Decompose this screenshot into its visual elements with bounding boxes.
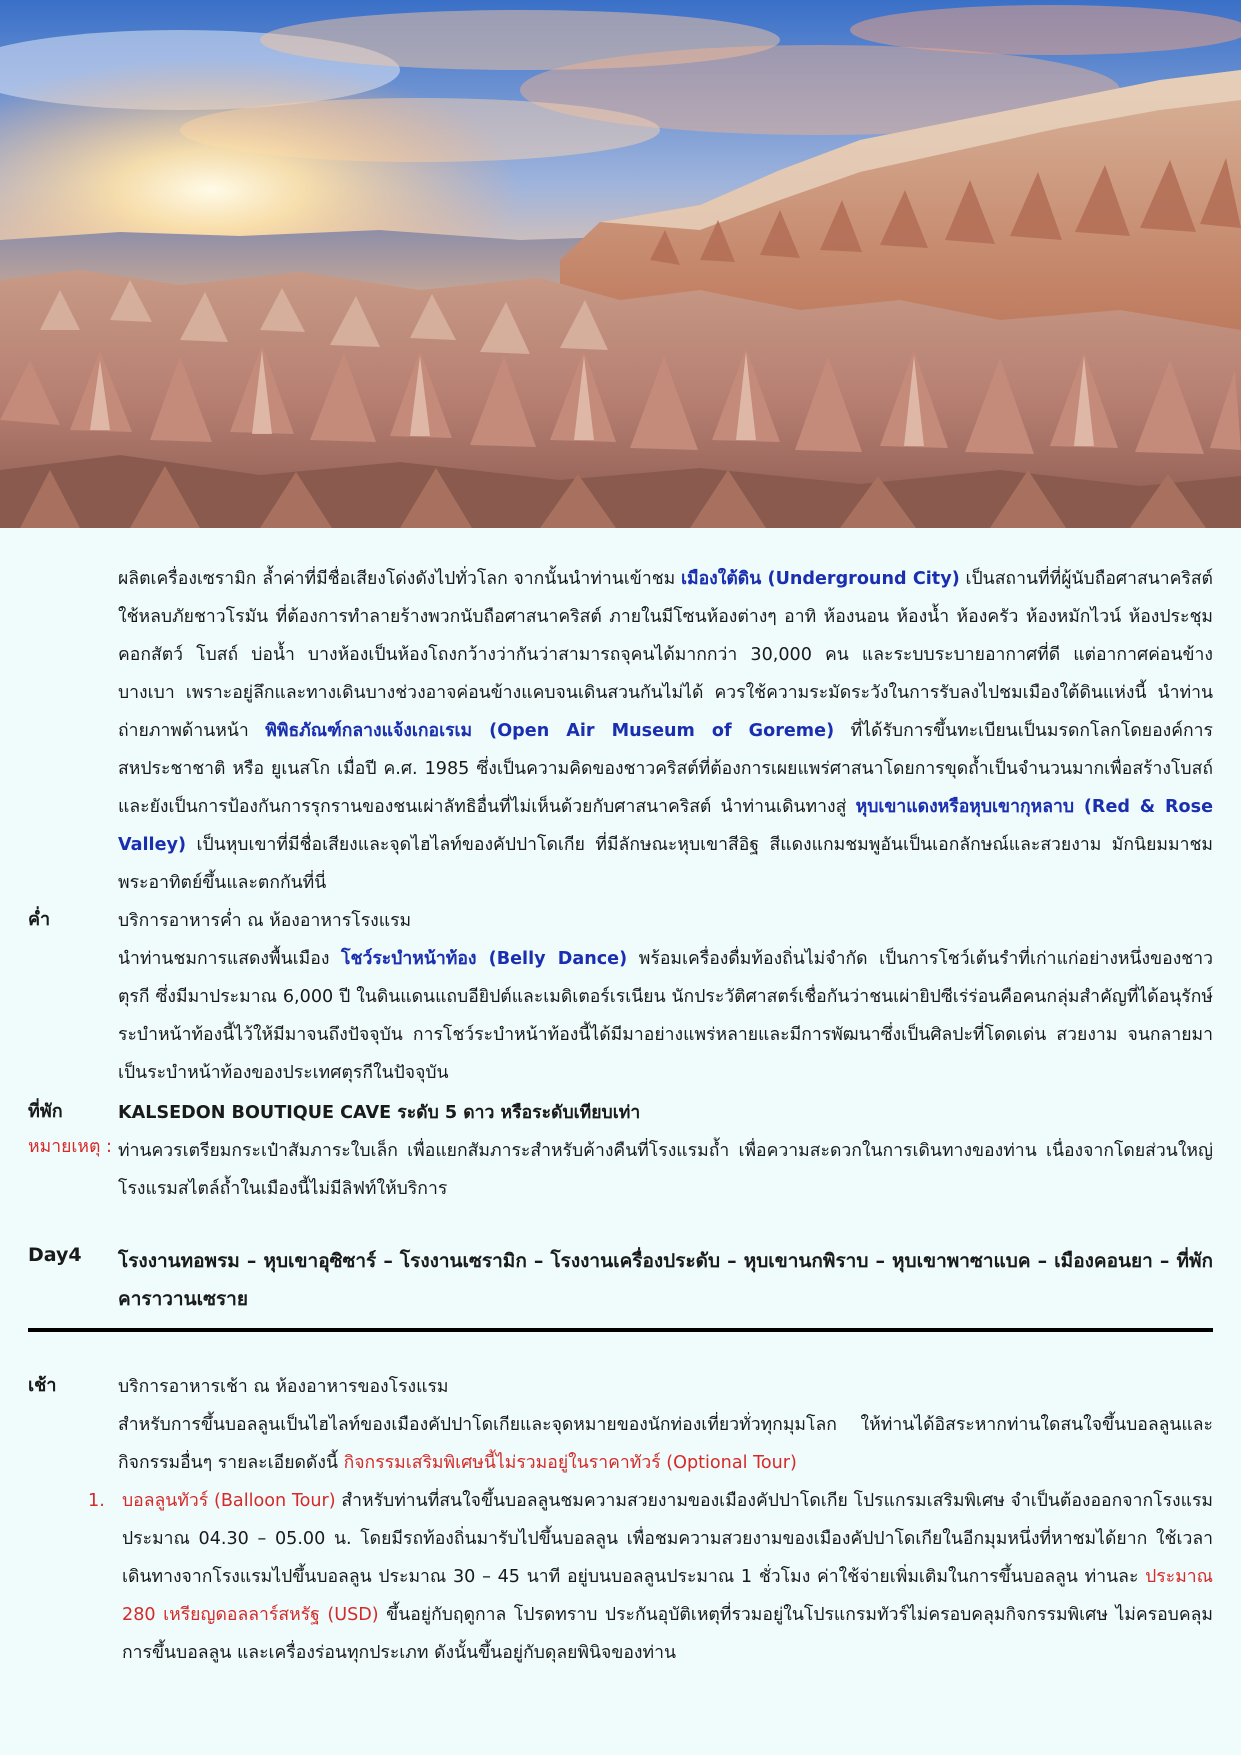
- day4-label: Day4: [28, 1244, 82, 1266]
- note-label: หมายเหตุ :: [28, 1137, 112, 1157]
- day3-continued-paragraph: [0, 560, 1241, 902]
- dinner-text: [118, 902, 1213, 1092]
- day3-description: [118, 560, 1213, 902]
- text-segment: นำท่านชมการแสดงพื้นเมือง: [118, 949, 342, 969]
- text-segment: ที่ได้รับการขึ้นทะเบียนเป็นมรดกโลกโดยองค์การสหประชาชาติ หรือ ยูเนสโก เมื่อปี ค.ศ. 1985 ซึ่งเป็นความคิดของชาวคริสต์ที่ต้องการเผยแพร่ศาสนาโดยการขุดถ้ำเป็นจำนวนมากเพื่อสร้างโบสถ์ และยังเป็นการป้องกันการรุกรานของชนเผ่าลัทธิอื่นที่ไม่เห็นด้วยกับศาสนาคริสต์ นำท่านเดินทางสู่: [118, 721, 1214, 817]
- text-segment: สำหรับท่านที่สนใจขึ้นบอลลูนชมความสวยงามของเมืองคัปปาโดเกีย โปรแกรมเสริมพิเศษ จำเป็นต้องออกจากโรงแรมประมาณ 04.30 – 05.00 น. โดยมีรถท้องถิ่นมารับไปขึ้นบอลลูน เพื่อชมความสวยงามของเมืองคัปปาโดเกียในอีกมุมหนึ่งที่หาชมได้ยาก ใช้เวลาเดินทางจากโรงแรมไปขึ้นบอลลูน ประมาณ 30 – 45 นาที อยู่บนบอลลูนประมาณ 1 ชั่วโมง ค่าใช้จ่ายเพิ่มเติมในการขึ้นบอลลูน ท่านละ: [122, 1491, 1213, 1587]
- dinner-service-line: บริการอาหารค่ำ ณ ห้องอาหารโรงแรม: [118, 911, 412, 931]
- text-segment: ขึ้นอยู่กับฤดูกาล โปรดทราบ ประกันอุบัติเหตุที่รวมอยู่ในโปรแกรมทัวร์ไม่ครอบคลุมกิจกรรมพิเศษ ไม่ครอบคลุมการขึ้นบอลลูน และเครื่องร่อนทุกประเภท ดังนั้นขึ้นอยู่กับดุลยพินิจของท่าน: [122, 1605, 1213, 1663]
- balloon-intro: [118, 1406, 1213, 1482]
- belly-dance-paragraph: [118, 940, 1213, 1092]
- itinerary-content: [0, 560, 1241, 1672]
- goreme-museum-highlight: พิพิธภัณฑ์กลางแจ้งเกอเรเม (Open Air Museum of Goreme): [265, 721, 835, 741]
- hotel-label: ที่พัก: [28, 1101, 63, 1122]
- cappadocia-landscape-image: [0, 0, 1241, 528]
- section-divider: [28, 1328, 1213, 1332]
- hero-photo: [0, 0, 1241, 528]
- list-number: 1.: [88, 1491, 105, 1511]
- belly-dance-highlight: โชว์ระบำหน้าท้อง (Belly Dance): [341, 949, 628, 969]
- dinner-section: [0, 902, 1241, 1092]
- breakfast-service-line: บริการอาหารเช้า ณ ห้องอาหารของโรงแรม: [118, 1377, 449, 1397]
- list-item: [88, 1482, 1213, 1672]
- hotel-name: KALSEDON BOUTIQUE CAVE ระดับ 5 ดาว หรือระดับเทียบเท่า: [118, 1103, 641, 1123]
- underground-city-highlight: เมืองใต้ดิน (Underground City): [681, 569, 960, 589]
- breakfast-section: [0, 1368, 1241, 1482]
- day4-title: โรงงานทอพรม – หุบเขาอุซิซาร์ – โรงงานเซรามิก – โรงงานเครื่องประดับ – หุบเขานกพิราบ – หุบเขาพาซาแบค – เมืองคอนยา – ที่พักคาราวานเซราย: [118, 1250, 1213, 1310]
- day4-header: [0, 1242, 1241, 1318]
- note-text: ท่านควรเตรียมกระเป๋าสัมภาระใบเล็ก เพื่อแยกสัมภาระสำหรับค้างคืนที่โรงแรมถ้ำ เพื่อความสะดวกในการเดินทางของท่าน เนื่องจากโดยส่วนใหญ่โรงแรมสไตล์ถ้ำในเมืองนี้ไม่มีลิฟท์ให้บริการ: [118, 1141, 1213, 1199]
- text-segment: สำหรับการขึ้นบอลลูนเป็นไฮไลท์ของเมืองคัปปาโดเกียและจุดหมายของนักท่องเที่ยวทั่วทุกมุมโลก ให้ท่านได้อิสระหากท่านใดสนใจขึ้นบอลลูนและกิจกรรมอื่นๆ รายละเอียดดังนี้: [118, 1415, 1213, 1473]
- dinner-label: ค่ำ: [28, 909, 51, 930]
- optional-tour-note: กิจกรรมเสริมพิเศษนี้ไม่รวมอยู่ในราคาทัวร์ (Optional Tour): [343, 1453, 797, 1473]
- text-segment: พร้อมเครื่องดื่มท้องถิ่นไม่จำกัด เป็นการโชว์เต้นรำที่เก่าแก่อย่างหนึ่งของชาวตุรกี ซึ่งมีมาประมาณ 6,000 ปี ในดินแดนแถบอียิปต์และเมดิเตอร์เรเนียน นักประวัติศาสตร์เชื่อกันว่าชนเผ่ายิปซีเร่ร่อนคือคนกลุ่มสำคัญที่ได้อนุรักษ์ระบำหน้าท้องนี้ไว้ให้มีมาจนถึงปัจจุบัน การโชว์ระบำหน้าท้องนี้ได้มีมาอย่างแพร่หลายและมีการพัฒนาซึ่งเป็นศิลปะที่โดดเด่น สวยงาม จนกลายมาเป็นระบำหน้าท้องของประเทศตุรกีในปัจจุบัน: [118, 949, 1214, 1083]
- hotel-section: [0, 1094, 1241, 1132]
- text-segment: เป็นสถานที่ที่ผู้นับถือศาสนาคริสต์ใช้หลบภัยชาวโรมัน ที่ต้องการทำลายร้างพวกนับถือศาสนาคริสต์ ภายในมีโซนห้องต่างๆ อาทิ ห้องนอน ห้องน้ำ ห้องครัว ห้องหมักไวน์ ห้องประชุม คอกสัตว์ โบสถ์ บ่อน้ำ บางห้องเป็นห้องโถงกว้างว่ากันว่าสามารถจุคนได้มากกว่า 30,000 คน และระบบระบายอากาศที่ดี แต่อากาศค่อนข้างบางเบา เพราะอยู่ลึกและทางเดินบางช่วงอาจค่อนข้างแคบจนเดินสวนกันไม่ได้ ควรใช้ความระมัดระวังในการรับลงไปชมเมืองใต้ดินแห่งนี้ นำท่านถ่ายภาพด้านหน้า: [118, 569, 1213, 741]
- optional-tour-list: [88, 1482, 1213, 1672]
- balloon-price: ประมาณ 280 เหรียญดอลลาร์สหรัฐ (USD): [122, 1567, 1213, 1625]
- text-segment: เป็นหุบเขาที่มีชื่อเสียงและจุดไฮไลท์ของคัปปาโดเกีย ที่มีลักษณะหุบเขาสีอิฐ สีแดงแกมชมพูอันเป็นเอกลักษณ์และสวยงาม มักนิยมมาชมพระอาทิตย์ขึ้นและตกกันที่นี่: [118, 835, 1213, 893]
- text-segment: ผลิตเครื่องเซรามิก ล้ำค่าที่มีชื่อเสียงโด่งดังไปทั่วโลก จากนั้นนำท่านเข้าชม: [118, 569, 681, 589]
- breakfast-label: เช้า: [28, 1375, 57, 1396]
- red-rose-valley-highlight: หุบเขาแดงหรือหุบเขากุหลาบ (Red & Rose Valley): [118, 797, 1213, 855]
- balloon-tour-title: บอลลูนทัวร์ (Balloon Tour): [122, 1491, 336, 1511]
- note-section: [0, 1132, 1241, 1208]
- breakfast-text: [118, 1368, 1213, 1482]
